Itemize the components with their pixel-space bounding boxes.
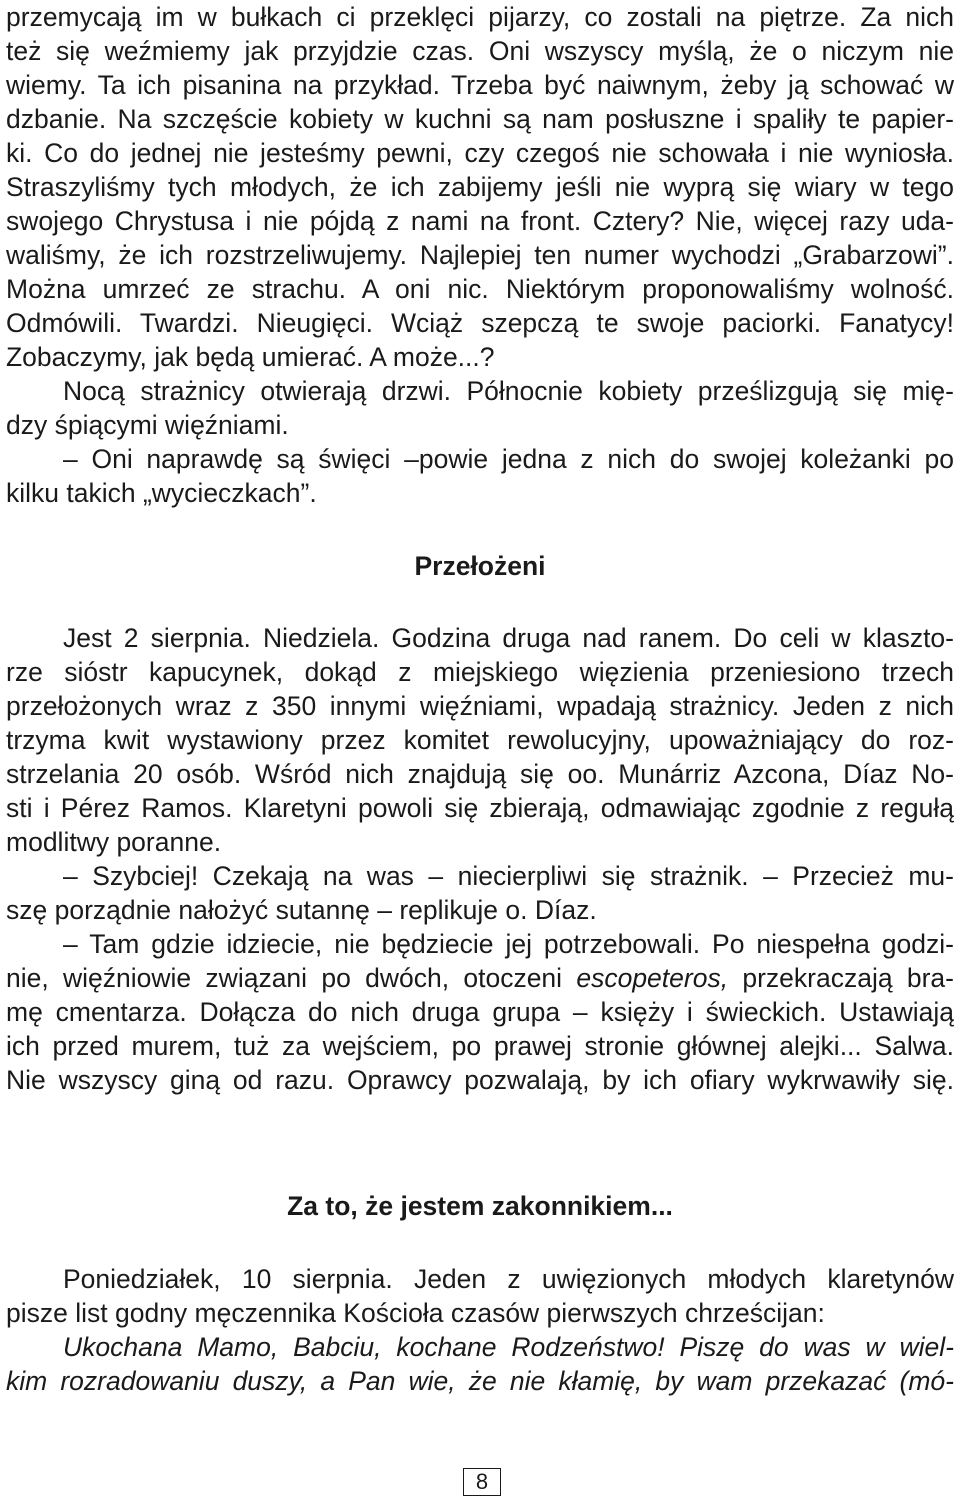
text-line: Nocą strażnicy otwierają drzwi. Północnie kobiety prześlizgują się mię- bbox=[63, 376, 954, 406]
text-line: Jest 2 sierpnia. Niedziela. Godzina druga nad ranem. Do celi w klaszto- bbox=[63, 623, 954, 653]
text-line: Odmówili. Twardzi. Nieugięci. Wciąż szepczą te swoje paciorki. Fanatycy! bbox=[6, 308, 954, 338]
text-line: waliśmy, że ich rozstrzeliwujemy. Najlepiej ten numer wychodzi „Grabarzowi”. bbox=[6, 240, 954, 270]
text-line: trzyma kwit wystawiony przez komitet rewolucyjny, upoważniający do roz- bbox=[6, 725, 954, 755]
text-line: przełożonych wraz z 350 innymi więźniami, wpadają strażnicy. Jeden z nich bbox=[6, 691, 954, 721]
text-line: szę porządnie nałożyć sutannę – replikuje o. Díaz. bbox=[6, 895, 597, 925]
text-line: pisze list godny męczennika Kościoła czasów pierwszych chrześcijan: bbox=[6, 1298, 825, 1328]
text-line: Zobaczymy, jak będą umierać. A może...? bbox=[6, 342, 495, 372]
text-segment: nie, więźniowie związani po dwóch, otoczeni bbox=[6, 963, 577, 993]
text-line: ich przed murem, tuż za wejściem, po prawej stronie głównej alejki... Salwa. bbox=[6, 1031, 954, 1061]
text-line: dzbanie. Na szczęście kobiety w kuchni są nam posłuszne i spaliły te papier- bbox=[6, 104, 954, 134]
letter-line: Ukochana Mamo, Babciu, kochane Rodzeństwo! Piszę do was w wiel- bbox=[63, 1332, 954, 1362]
text-line: Nie wszyscy giną od razu. Oprawcy pozwalają, by ich ofiary wykrwawiły się. bbox=[6, 1065, 954, 1095]
text-line: ki. Co do jednej nie jesteśmy pewni, czy czegoś nie schowała i nie wyniosła. bbox=[6, 138, 954, 168]
italic-term: escopeteros, bbox=[576, 963, 729, 993]
text-line: przemycają im w bułkach ci przeklęci pijarzy, co zostali na piętrze. Za nich bbox=[6, 2, 954, 32]
section-heading: Przełożeni bbox=[414, 551, 546, 581]
text-line: sti i Pérez Ramos. Klaretyni powoli się zbierają, odmawiając zgodnie z regułą bbox=[6, 793, 954, 823]
text-line: Można umrzeć ze strachu. A oni nic. Niektórym proponowaliśmy wolność. bbox=[6, 274, 954, 304]
text-line: – Oni naprawdę są święci –powie jedna z nich do swojej koleżanki po bbox=[63, 444, 954, 474]
text-line: – Tam gdzie idziecie, nie będziecie jej potrzebowali. Po niespełna godzi- bbox=[63, 929, 954, 959]
text-line: kilku takich „wycieczkach”. bbox=[6, 478, 317, 508]
section-heading: Za to, że jestem zakonnikiem... bbox=[287, 1191, 673, 1221]
text-line: Straszyliśmy tych młodych, że ich zabijemy jeśli nie wyprą się wiary w tego bbox=[6, 172, 954, 202]
text-line: dzy śpiącymi więźniami. bbox=[6, 410, 289, 440]
text-line: rze sióstr kapucynek, dokąd z miejskiego więzienia przeniesiono trzech bbox=[6, 657, 954, 687]
text-line: strzelania 20 osób. Wśród nich znajdują się oo. Munárriz Azcona, Díaz No- bbox=[6, 759, 954, 789]
text-line: modlitwy poranne. bbox=[6, 827, 222, 857]
text-line: swojego Chrystusa i nie pójdą z nami na front. Cztery? Nie, więcej razy uda- bbox=[6, 206, 954, 236]
text-segment: przekraczają bra- bbox=[728, 963, 954, 993]
text-line: – Szybciej! Czekają na was – niecierpliwi się strażnik. – Przecież mu- bbox=[63, 861, 954, 891]
text-line: Poniedziałek, 10 sierpnia. Jeden z uwięzionych młodych klaretynów bbox=[63, 1264, 954, 1294]
text-line: wiemy. Ta ich pisanina na przykład. Trzeba być naiwnym, żeby ją schować w bbox=[6, 70, 954, 100]
text-line bbox=[6, 961, 954, 995]
text-line: też się weźmiemy jak przyjdzie czas. Oni wszyscy myślą, że o niczym nie bbox=[6, 36, 954, 66]
text-line: mę cmentarza. Dołącza do nich druga grupa – księży i świeckich. Ustawiają bbox=[6, 997, 954, 1027]
letter-line: kim rozradowaniu duszy, a Pan wie, że nie kłamię, by wam przekazać (mó- bbox=[6, 1366, 954, 1396]
page-number: 8 bbox=[463, 1468, 501, 1496]
